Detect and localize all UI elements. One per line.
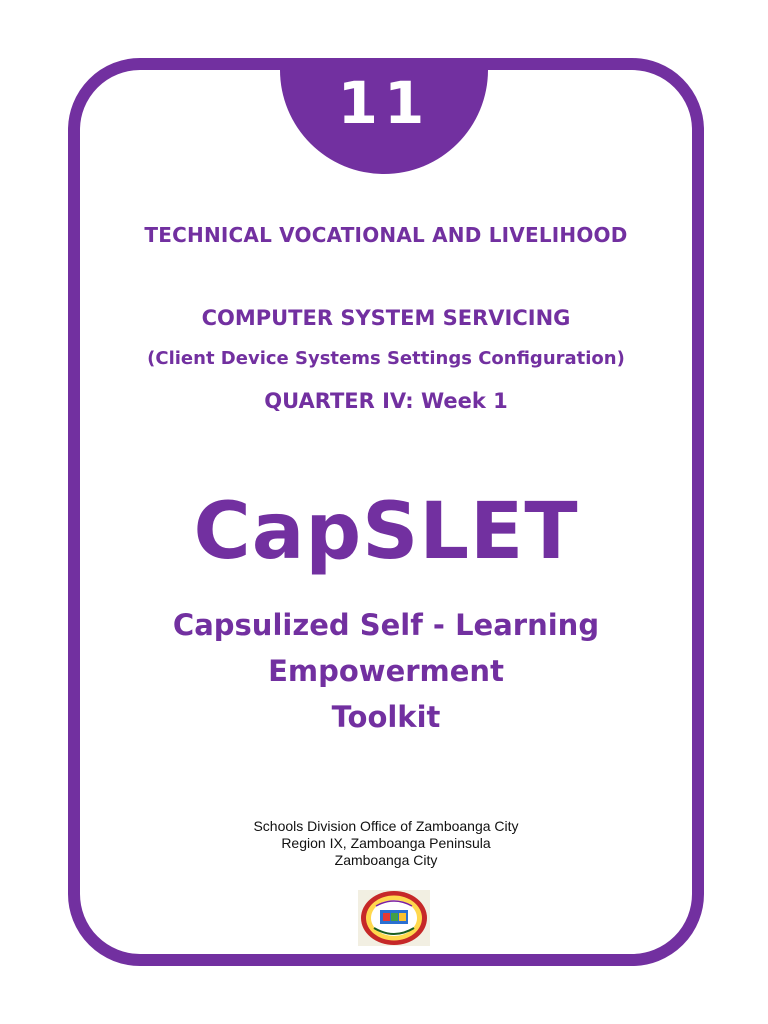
tagline-line: Toolkit (331, 700, 441, 734)
quarter-label: QUARTER IV: Week 1 (264, 389, 508, 413)
grade-number: 11 (337, 69, 431, 137)
brand-tagline (68, 602, 704, 740)
strand-title: TECHNICAL VOCATIONAL AND LIVELIHOOD (144, 223, 628, 247)
subject-title: COMPUTER SYSTEM SERVICING (201, 306, 571, 330)
office-line: Zamboanga City (334, 852, 438, 868)
division-office (68, 818, 704, 869)
office-line: Schools Division Office of Zamboanga City (253, 818, 519, 834)
brand-title: CapSLET (193, 487, 579, 577)
tagline-line: Empowerment (268, 654, 504, 688)
deped-seal-icon (356, 888, 432, 948)
subject-subtitle: (Client Device Systems Settings Configuration) (147, 348, 625, 369)
office-line: Region IX, Zamboanga Peninsula (281, 835, 491, 851)
tagline-line: Capsulized Self - Learning (172, 608, 600, 642)
